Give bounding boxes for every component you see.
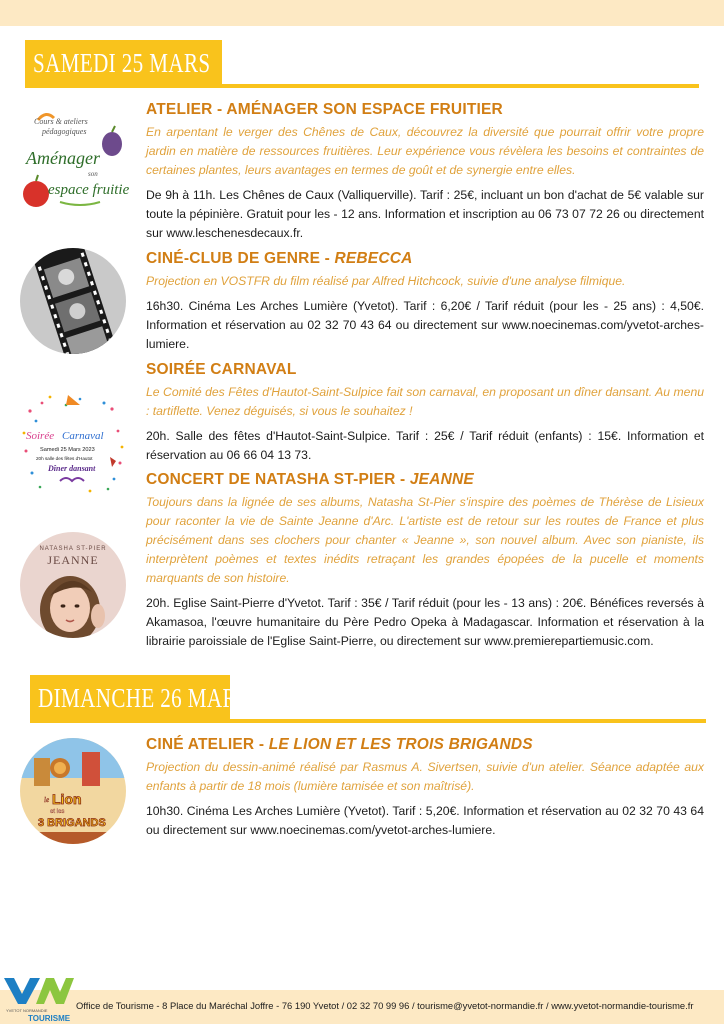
poster-line3: et les <box>50 809 65 815</box>
event-description: Le Comité des Fêtes d'Hautot-Saint-Sulpice fait son carnaval, en proposant un dîner dansant. Au menu : tartiflette. Venez déguisés, si vous le souhaitez ! <box>146 385 704 418</box>
fruit-garden-illustration <box>20 106 132 218</box>
event-cine-atelier-lion <box>146 735 704 840</box>
poster-line1: Soirée <box>26 430 55 442</box>
image-word3: espace fruitie <box>48 182 130 198</box>
event-info: 20h. Eglise Saint-Pierre d'Yvetot. Tarif : 35€ / Tarif réduit (pour les - 13 ans) : 20€. Bénéfices reversés à Akamasoa, l'œuvre humanitaire du Père Pedro Opeka à Madagascar. Information et réservation à la librairie paroissiale de l'Eglise Saint-Pierre, ou directement sur www.premierepartiemusic.com. <box>146 596 704 648</box>
day-banner-saturday <box>25 40 705 88</box>
footer-contact-text: Office de Tourisme - 8 Place du Maréchal Joffre - 76 190 Yvetot / 02 32 70 99 96 / tourisme@yvetot-normandie.fr / www.yvetot-normandie-tourisme.fr <box>76 1000 694 1011</box>
poster-line2: Carnaval <box>62 430 104 442</box>
lion-trois-brigands-poster <box>20 738 126 844</box>
logo-small-text: YVETOT NORMANDIE <box>6 1008 48 1013</box>
event-description: En arpentant le verger des Chênes de Caux, découvrez la diversité que pourrait offrir votre propre jardin en matière de ressources fruitières. Leur expérience vous révèlera les besoins et contraintes de certaines plantes, leurs avantages en termes de goût et de synergie entre elles. <box>146 125 704 177</box>
poster-line2: Lion <box>52 791 82 807</box>
day-label: SAMEDI 25 MARS <box>33 48 211 78</box>
image-line2: pédagogiques <box>42 127 87 136</box>
day-banner-rule <box>222 84 699 88</box>
image-word1: Aménager <box>26 148 100 168</box>
event-title: SOIRÉE CARNAVAL <box>146 361 297 378</box>
footer-band <box>0 990 724 1024</box>
event-title: ATELIER - AMÉNAGER SON ESPACE FRUITIER <box>146 101 503 118</box>
event-description: Projection en VOSTFR du film réalisé par Alfred Hitchcock, suivie d'une analyse filmique. <box>146 274 626 288</box>
event-title: CINÉ ATELIER - LE LION ET LES TROIS BRIGANDS <box>146 736 533 753</box>
rebecca-film-image <box>20 248 126 354</box>
poster-line5: Dîner dansant <box>48 464 96 473</box>
event-info: De 9h à 11h. Les Chênes de Caux (Valliquerville). Tarif : 25€, incluant un bon d'achat de 5€ valable sur toute la pépinière. Gratuit pour les - 12 ans. Information et inscription au 06 73 07 72 26 ou directement sur www.leschenesdecaux.fr. <box>146 188 704 240</box>
yvetot-normandie-tourisme-logo <box>2 974 74 1024</box>
event-info: 16h30. Cinéma Les Arches Lumière (Yvetot). Tarif : 6,20€ / Tarif réduit (pour les - 25 ans) : 4,50€. Information et réservation au 02 32 70 43 64 ou directement sur www.noecinemas.com/yvetot-arches-lumiere. <box>146 299 704 351</box>
top-band <box>0 0 724 26</box>
event-title: CONCERT DE NATASHA ST-PIER - JEANNE <box>146 471 474 488</box>
event-description: Projection du dessin-animé réalisé par Rasmus A. Sivertsen, suivie d'un atelier. Séance adaptée aux enfants à partir de 18 mois (lumière tamisée et son maîtrisé). <box>146 760 704 793</box>
natasha-st-pier-album-image <box>20 532 126 638</box>
poster-line4: 20h salle des fêtes d'Hautot <box>36 456 93 461</box>
poster-line4: 3 BRIGANDS <box>38 817 106 829</box>
album-artist: NATASHA ST-PIER <box>39 546 107 552</box>
event-cine-club-rebecca <box>146 249 704 354</box>
day-banner-sunday <box>30 675 706 723</box>
event-info: 10h30. Cinéma Les Arches Lumière (Yvetot). Tarif : 5,20€. Information et réservation au 02 32 70 43 64 ou directement sur www.noecinemas.com/yvetot-arches-lumiere. <box>146 804 704 837</box>
poster-line1: le <box>44 796 50 804</box>
day-label: DIMANCHE 26 MARS <box>38 683 250 713</box>
album-title: JEANNE <box>47 553 99 567</box>
poster-line3: Samedi 25 Mars 2023 <box>40 447 95 453</box>
image-line1: Cours & ateliers <box>34 117 88 126</box>
event-description: Toujours dans la lignée de ses albums, Natasha St-Pier s'inspire des poèmes de Thérèse de Lisieux pour raconter la vie de Sainte Jeanne d'Arc. L'artiste est de retour sur les routes de France et plus précisément dans ses clochers pour chanter « Jeanne », son nouvel album. Avec son pianiste, ils interprètent poèmes et textes inédits retraçant les grandes épopées de la pucelle et moments marquants de son histoire. <box>146 495 704 585</box>
carnaval-poster-image <box>20 391 126 497</box>
event-soiree-carnaval <box>146 360 704 465</box>
logo-word: TOURISME <box>28 1014 71 1023</box>
event-atelier-fruitier <box>146 100 704 243</box>
event-info: 20h. Salle des fêtes d'Hautot-Saint-Sulpice. Tarif : 25€ / Tarif réduit (enfants) : 15€. Information et réservation au 06 66 04 13 73. <box>146 429 704 462</box>
event-concert-natasha-st-pier <box>146 470 704 651</box>
event-title: CINÉ-CLUB DE GENRE - REBECCA <box>146 250 413 267</box>
image-word2: son <box>88 170 98 178</box>
day-banner-rule <box>230 719 706 723</box>
